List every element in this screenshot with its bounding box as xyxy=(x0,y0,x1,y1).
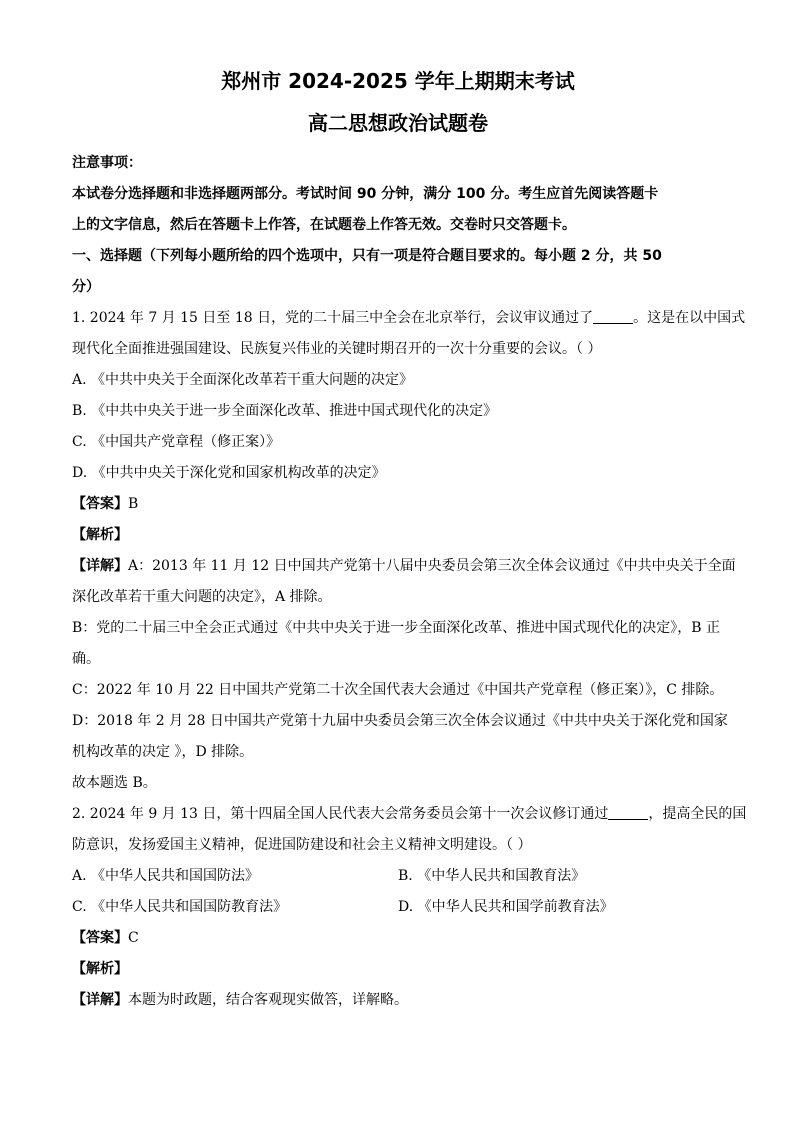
option-a: A. 《中共中央关于全面深化改革若干重大问题的决定》 xyxy=(72,372,414,388)
analysis-tag: 【解析】 xyxy=(72,961,128,977)
section-heading-cont: 分） xyxy=(72,279,100,295)
detail-line: B：党的二十届三中全会正式通过《中共中央关于进一步全面深化改革、推进中国式现代化的决定》，B 正 xyxy=(72,620,721,636)
detail-line: C：2022 年 10 月 22 日中国共产党第二十次全国代表大会通过《中国共产党章程（修正案）》，C 排除。 xyxy=(72,682,724,698)
option-b: B. 《中华人民共和国教育法》 xyxy=(398,868,586,884)
analysis-tag: 【解析】 xyxy=(72,527,128,543)
question-2-stem-cont: 防意识，发扬爱国主义精神，促进国防建设和社会主义精神文明建设。（ ） xyxy=(72,837,532,853)
detail-line: D：2018 年 2 月 28 日中国共产党第十九届中央委员会第三次全体会议通过《中共中央关于深化党和国家 xyxy=(72,713,728,729)
answer-blank xyxy=(593,309,633,324)
notice-line: 本试卷分选择题和非选择题两部分。考试时间 90 分钟，满分 100 分。考生应首先阅读答题卡 xyxy=(72,186,659,202)
option-d: D. 《中共中央关于深化党和国家机构改革的决定》 xyxy=(72,465,386,481)
option-a: A. 《中华人民共和国国防法》 xyxy=(72,868,260,884)
exam-title: 郑州市 2024-2025 学年上期期末考试 xyxy=(221,69,575,93)
options-row xyxy=(72,892,724,923)
detail-line: 确。 xyxy=(72,651,100,667)
question-1-stem-cont: 现代化全面推进强国建设、民族复兴伟业的关键时期召开的一次十分重要的会议。（ ） xyxy=(72,341,602,357)
options-row xyxy=(72,861,724,892)
answer-line: 【答案】C xyxy=(72,930,139,946)
detail-conclusion: 故本题选 B。 xyxy=(72,775,157,791)
option-c: C. 《中华人民共和国国防教育法》 xyxy=(72,899,288,915)
detail-line: 【详解】本题为时政题，结合客观现实做答，详解略。 xyxy=(72,992,408,1008)
notice-heading: 注意事项： xyxy=(72,155,142,171)
section-heading: 一、选择题（下列每小题所给的四个选项中，只有一项是符合题目要求的。每小题 2 分，共 50 xyxy=(72,248,662,264)
notice-line: 上的文字信息，然后在答题卡上作答，在试题卷上作答无效。交卷时只交答题卡。 xyxy=(72,217,576,233)
option-b: B. 《中共中央关于进一步全面深化改革、推进中国式现代化的决定》 xyxy=(72,403,498,419)
answer-line: 【答案】B xyxy=(72,496,139,512)
detail-line: 深化改革若干重大问题的决定》，A 排除。 xyxy=(72,589,332,605)
detail-line: 机构改革的决定 》，D 排除。 xyxy=(72,744,254,760)
exam-page xyxy=(72,60,747,1016)
option-c: C. 《中国共产党章程（修正案）》 xyxy=(72,434,281,450)
question-1-stem: 1. 2024 年 7 月 15 日至 18 日，党的二十届三中全会在北京举行，会议审议通过了 。这是在以中国式 xyxy=(72,310,746,326)
detail-line: 【详解】A：2013 年 11 月 12 日中国共产党第十八届中央委员会第三次全体会议通过《中共中央关于全面 xyxy=(72,558,736,574)
option-d: D. 《中华人民共和国学前教育法》 xyxy=(398,899,614,915)
exam-subtitle: 高二思想政治试题卷 xyxy=(308,111,488,135)
answer-blank xyxy=(608,805,648,820)
question-2-stem: 2. 2024 年 9 月 13 日，第十四届全国人民代表大会常务委员会第十一次会议修订通过 ，提高全民的国 xyxy=(72,806,747,822)
